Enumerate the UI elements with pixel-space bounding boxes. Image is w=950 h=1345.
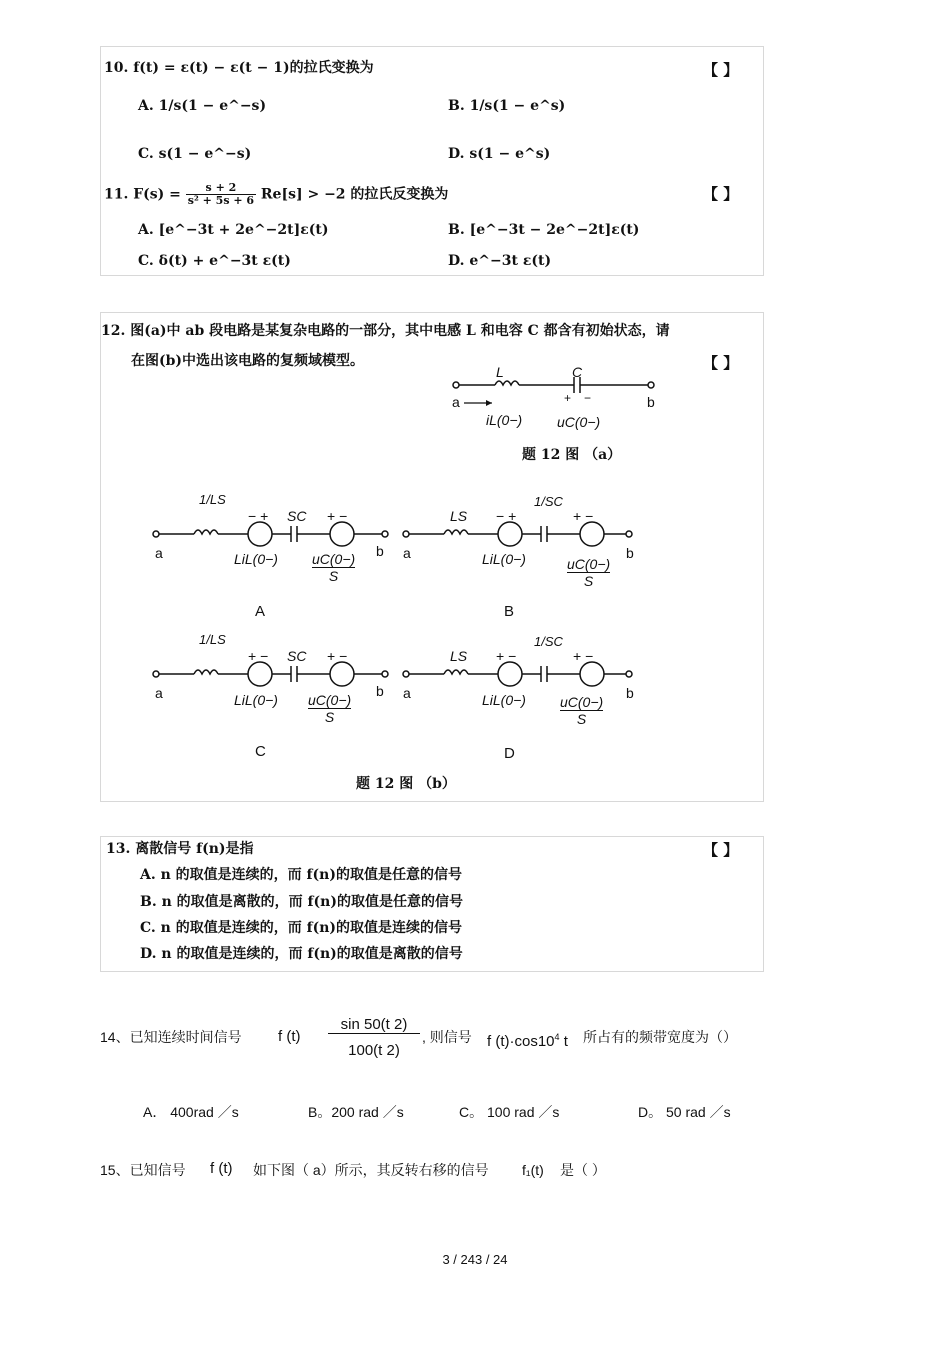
option-d-node-b: b	[626, 685, 634, 701]
q11-option-a: A. [e^−3t + 2e^−2t]ε(t)	[138, 222, 329, 238]
option-d-inductor-label: LS	[450, 648, 468, 664]
option-b-capacitor-label: 1/SC	[534, 494, 563, 509]
q14-prefix: 14、已知连续时间信号	[100, 1029, 242, 1045]
option-c-label: C	[255, 743, 266, 760]
q15-f1: f₁(t)	[522, 1162, 544, 1178]
q14-option-b: B。200 rad ／s	[308, 1104, 404, 1120]
option-c-voltage-numerator: uC(0−)	[308, 692, 352, 708]
q14-option-a: A． 400rad ／s	[143, 1104, 239, 1120]
q15-suffix: 是（ ）	[560, 1162, 606, 1178]
fig-a-minus-sign: −	[584, 391, 592, 405]
q14-fraction-numerator: sin 50(t 2)	[328, 1017, 420, 1034]
q13-option-b: B. n 的取值是离散的，而 f(n)的取值是任意的信号	[140, 894, 463, 910]
option-b-circuit	[400, 520, 650, 550]
option-c-voltage-denominator: S	[324, 709, 335, 725]
option-b-node-a: a	[403, 545, 411, 561]
option-d-node-a: a	[403, 685, 411, 701]
option-c-source1-signs: + −	[248, 648, 269, 664]
option-a-voltage-denominator: S	[328, 568, 339, 584]
option-c-node-b: b	[376, 683, 384, 699]
q10-stem: 10. f(t) = ε(t) − ε(t − 1)的拉氏变换为	[104, 60, 374, 76]
q15-ft: f (t)	[210, 1160, 233, 1177]
fig-a-inductor-label: L	[496, 364, 504, 380]
option-d-capacitor-label: 1/SC	[534, 634, 563, 649]
option-d-current-source-label: LiL(0−)	[482, 692, 526, 708]
option-d-voltage-denominator: S	[576, 711, 587, 727]
option-b-node-b: b	[626, 545, 634, 561]
q11-stem-prefix: 11. F(s) =	[104, 186, 181, 203]
option-b-current-source-label: LiL(0−)	[482, 551, 526, 567]
option-a-capacitor-label: SC	[287, 508, 307, 524]
option-a-voltage-source-label	[312, 551, 355, 584]
option-a-voltage-numerator: uC(0−)	[312, 551, 356, 567]
option-c-circuit	[150, 660, 400, 690]
q11-fraction-numerator: s + 2	[186, 182, 256, 195]
q13-answer-bracket: 【 】	[703, 841, 739, 859]
option-c-capacitor-label: SC	[287, 648, 307, 664]
q14-expr-t: t	[563, 1033, 568, 1050]
option-b-label: B	[504, 603, 515, 620]
option-a-label: A	[255, 603, 266, 620]
q14-option-d: D。 50 rad ／s	[638, 1104, 731, 1120]
option-d-source2-signs: + −	[573, 648, 594, 664]
q14-signal-expression	[487, 1029, 568, 1050]
option-a-current-source-label: LiL(0−)	[234, 551, 278, 567]
option-d-source1-signs: + −	[496, 648, 517, 664]
q15-prefix: 15、已知信号	[100, 1162, 186, 1178]
q14-suffix: 所占有的频带宽度为（）	[583, 1029, 737, 1045]
q13-option-a: A. n 的取值是连续的，而 f(n)的取值是任意的信号	[140, 867, 462, 883]
q11-option-d: D. e^−3t ε(t)	[448, 253, 552, 269]
option-b-voltage-source-label	[567, 556, 610, 589]
q11-answer-bracket: 【 】	[703, 185, 739, 203]
q13-stem: 13. 离散信号 f(n)是指	[106, 841, 254, 857]
option-d-circuit	[400, 660, 650, 690]
option-b-voltage-denominator: S	[583, 573, 594, 589]
q10-option-d: D. s(1 − e^s)	[448, 146, 551, 162]
option-a-node-b: b	[376, 543, 384, 559]
option-a-source2-signs: + −	[327, 508, 348, 524]
option-d-voltage-source-label	[560, 694, 603, 727]
q11-stem-suffix: Re[s] > −2 的拉氏反变换为	[260, 186, 449, 203]
fig-a-caption: 题 12 图 （a）	[522, 447, 622, 463]
option-a-source1-signs: − +	[248, 508, 269, 524]
option-c-node-a: a	[155, 685, 163, 701]
option-a-node-a: a	[155, 545, 163, 561]
option-c-voltage-source-label	[308, 692, 351, 725]
fig-a-node-b: b	[647, 394, 655, 410]
page-number: 3 / 243 / 24	[442, 1252, 508, 1267]
option-d-voltage-numerator: uC(0−)	[560, 694, 604, 710]
fig-a-plus-sign: +	[564, 391, 572, 405]
q12-stem-line1: 12. 图(a)中 ab 段电路是某复杂电路的一部分，其中电感 L 和电容 C 都含有初始状态，请	[101, 323, 670, 339]
q14-fraction-denominator: 100(t 2)	[348, 1042, 400, 1059]
q13-option-c: C. n 的取值是连续的，而 f(n)的取值是连续的信号	[140, 920, 463, 936]
q10-option-b: B. 1/s(1 − e^s)	[448, 98, 566, 114]
option-d-label: D	[504, 745, 515, 762]
option-b-source2-signs: + −	[573, 508, 594, 524]
option-b-inductor-label: LS	[450, 508, 468, 524]
q11-fraction	[186, 182, 256, 207]
fig-a-il-label: iL(0−)	[486, 412, 523, 428]
option-c-source2-signs: + −	[327, 648, 348, 664]
q11-option-c: C. δ(t) + e^−3t ε(t)	[138, 253, 291, 269]
fig-a-capacitor-label: C	[572, 364, 583, 380]
q12-answer-bracket: 【 】	[703, 354, 739, 372]
q11-fraction-denominator: s² + 5s + 6	[187, 194, 255, 207]
q10-answer-bracket: 【 】	[703, 61, 739, 79]
q14-ft: f (t)	[278, 1028, 301, 1045]
q11-stem	[104, 182, 448, 207]
q15-mid: 如下图（ a）所示，其反转右移的信号	[253, 1162, 489, 1178]
q10-option-a: A. 1/s(1 − e^−s)	[138, 98, 267, 114]
option-c-inductor-label: 1/LS	[199, 632, 226, 647]
q14-option-c: C。 100 rad ／s	[459, 1104, 560, 1120]
q14-exponent: 4	[554, 1032, 560, 1042]
q12-stem-line2: 在图(b)中选出该电路的复频域模型。	[131, 353, 365, 369]
fig-a-node-a: a	[452, 394, 460, 410]
q13-option-d: D. n 的取值是连续的，而 f(n)的取值是离散的信号	[140, 946, 463, 962]
q14-mid: , 则信号	[422, 1029, 472, 1045]
fig-a-uc-label: uC(0−)	[557, 414, 601, 430]
fig-b-caption: 题 12 图 （b）	[356, 776, 456, 792]
option-a-circuit	[150, 520, 400, 550]
option-b-voltage-numerator: uC(0−)	[567, 556, 611, 572]
q10-option-c: C. s(1 − e^−s)	[138, 146, 252, 162]
option-c-current-source-label: LiL(0−)	[234, 692, 278, 708]
q11-option-b: B. [e^−3t − 2e^−2t]ε(t)	[448, 222, 640, 238]
option-b-source1-signs: − +	[496, 508, 517, 524]
q14-expr: f (t)·cos10	[487, 1033, 555, 1050]
option-a-inductor-label: 1/LS	[199, 492, 226, 507]
